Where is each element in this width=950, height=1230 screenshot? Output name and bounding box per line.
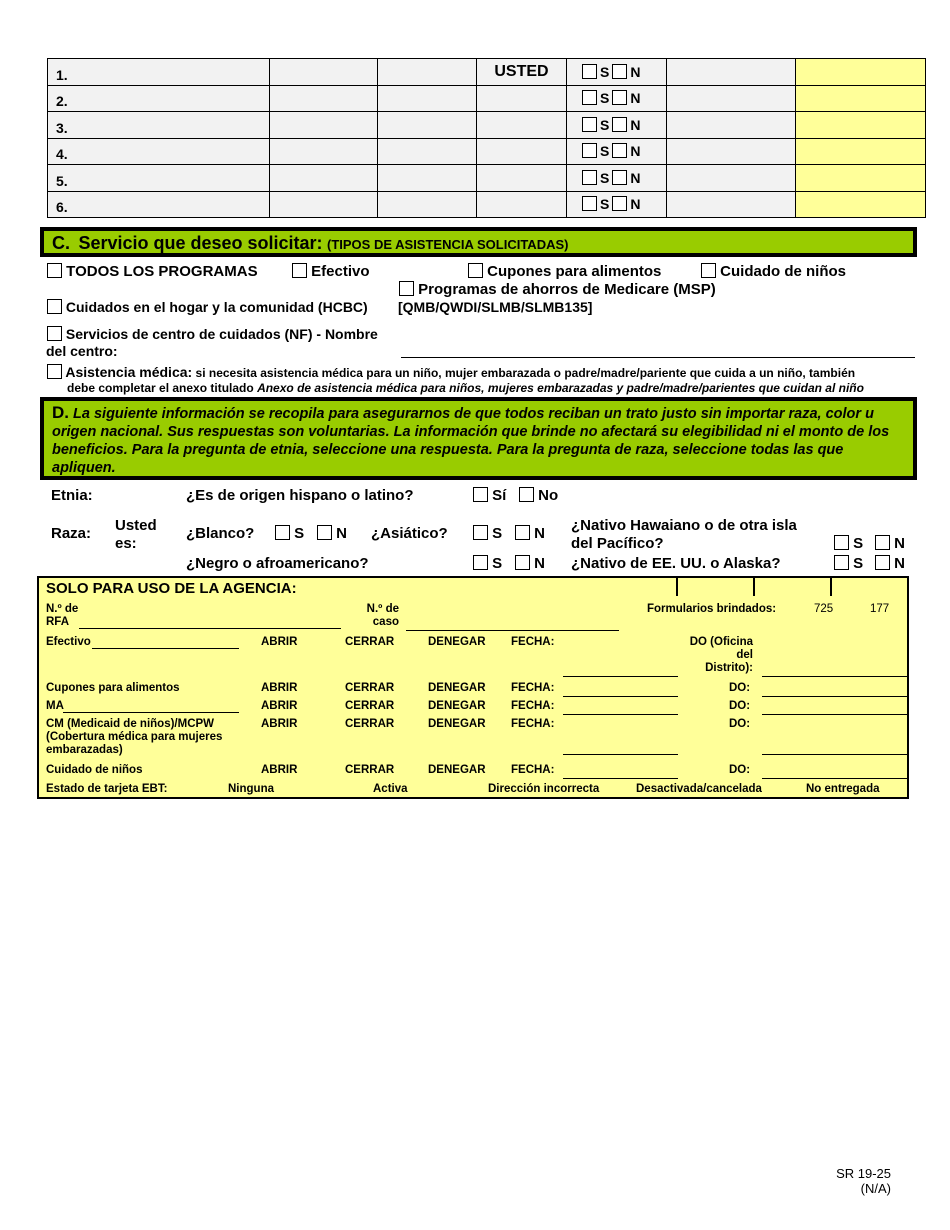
hawaiian-no-checkbox[interactable] [875, 535, 890, 550]
household-row [48, 59, 926, 86]
ethnicity-yes-label: Sí [492, 487, 507, 504]
open-option[interactable]: ABRIR [261, 636, 298, 648]
medical-checkbox[interactable] [47, 364, 62, 379]
medical-text-2a: debe completar el anexo titulado [67, 381, 254, 395]
household-cell[interactable] [667, 138, 796, 165]
rfa-label [46, 603, 78, 629]
white-yes-checkbox[interactable] [275, 525, 290, 540]
all-programs-label: TODOS LOS PROGRAMAS [66, 263, 258, 280]
yes-checkbox[interactable] [582, 196, 597, 211]
yes-label: S [600, 116, 610, 133]
you-are-2: es: [115, 535, 137, 552]
date-label: FECHA: [511, 700, 555, 712]
hawaiian-no[interactable] [875, 535, 905, 552]
do-field[interactable] [762, 778, 907, 779]
forms-label: Formularios brindados: [647, 603, 777, 615]
relationship-text: USTED [494, 62, 549, 80]
do-label: DO: [729, 682, 751, 694]
close-option[interactable]: CERRAR [345, 718, 395, 730]
no-checkbox[interactable] [612, 90, 627, 105]
ethnicity-no-label: No [538, 487, 559, 504]
nf-option[interactable] [47, 326, 378, 342]
date-label: FECHA: [511, 764, 555, 776]
section-d-box [40, 397, 917, 480]
asian-yes[interactable] [473, 525, 502, 542]
program-cm-3: embarazadas) [46, 744, 123, 756]
food-stamps-checkbox[interactable] [468, 263, 483, 278]
household-cell[interactable] [270, 191, 378, 218]
date-field[interactable] [563, 754, 678, 755]
do-label: DO: [729, 718, 751, 730]
nf-label-2: del centro: [46, 343, 118, 359]
deny-option[interactable]: DENEGAR [428, 636, 486, 648]
case-label-2: caso [372, 616, 399, 628]
program-field[interactable] [63, 712, 239, 713]
food-stamps-label: Cupones para alimentos [487, 263, 662, 280]
household-cell[interactable] [270, 138, 378, 165]
msp-codes: [QMB/QWDI/SLMB/SLMB135] [398, 299, 593, 315]
child-care-label: Cuidado de niños [720, 263, 847, 280]
food-stamps-option[interactable] [468, 263, 661, 280]
white-yes[interactable] [275, 525, 304, 542]
ethnicity-yes[interactable] [473, 487, 506, 504]
no-label: N [630, 63, 641, 80]
open-option[interactable]: ABRIR [261, 700, 298, 712]
yes-no-cell [567, 138, 667, 165]
agency-box [37, 576, 909, 799]
cash-option[interactable] [292, 263, 370, 280]
msp-label: Programas de ahorros de Medicare (MSP) [418, 281, 716, 298]
ebt-not-delivered[interactable]: No entregada [806, 783, 880, 795]
white-no-checkbox[interactable] [317, 525, 332, 540]
program-ma: MA [46, 700, 64, 712]
date-field[interactable] [563, 696, 678, 697]
household-cell[interactable] [378, 165, 477, 192]
household-name-cell[interactable] [48, 138, 270, 165]
hawaiian-question-1: ¿Nativo Hawaiano o de otra isla [571, 517, 797, 534]
hawaiian-yes-label: S [853, 535, 864, 552]
medical-title: Asistencia médica: [65, 364, 193, 380]
form-id-lang: (N/A) [860, 1181, 891, 1196]
yes-checkbox[interactable] [582, 64, 597, 79]
ebt-deactivated[interactable]: Desactivada/cancelada [636, 783, 762, 795]
no-label: N [630, 116, 641, 133]
deny-option[interactable]: DENEGAR [428, 700, 486, 712]
ethnicity-question: ¿Es de origen hispano o latino? [186, 487, 414, 504]
date-field[interactable] [563, 778, 678, 779]
cash-checkbox[interactable] [292, 263, 307, 278]
no-label: N [630, 143, 641, 160]
yes-no-cell [567, 85, 667, 112]
medical-text-1: si necesita asistencia médica para un niño, mujer embarazada o padre/madre/pariente que cuida a un niño, también [195, 366, 856, 380]
alaska-no-label: N [894, 555, 906, 572]
do-field[interactable] [762, 676, 907, 677]
household-row [48, 85, 926, 112]
white-no-label: N [336, 525, 348, 542]
relationship-cell[interactable] [477, 191, 567, 218]
agency-cell [796, 112, 926, 139]
nf-checkbox[interactable] [47, 326, 62, 341]
close-option[interactable]: CERRAR [345, 764, 395, 776]
yes-no-cell [567, 112, 667, 139]
asian-yes-label: S [492, 525, 503, 542]
black-no[interactable] [515, 555, 545, 572]
row-number: 3. [56, 119, 68, 136]
yes-label: S [600, 143, 610, 160]
black-yes[interactable] [473, 555, 502, 572]
no-checkbox[interactable] [612, 196, 627, 211]
household-cell[interactable] [378, 112, 477, 139]
agency-cell [796, 59, 926, 86]
alaska-yes-checkbox[interactable] [834, 555, 849, 570]
black-yes-label: S [492, 555, 503, 572]
yes-no-cell [567, 59, 667, 86]
household-cell[interactable] [270, 85, 378, 112]
form-id [829, 1166, 891, 1196]
no-checkbox[interactable] [612, 64, 627, 79]
date-label: FECHA: [511, 636, 555, 648]
alaska-yes[interactable] [834, 555, 863, 572]
open-option[interactable]: ABRIR [261, 764, 298, 776]
household-cell[interactable] [667, 191, 796, 218]
program-cm-2: (Cobertura médica para mujeres [46, 731, 223, 743]
district-office-1: DO (Oficina [689, 636, 753, 648]
hcbc-option[interactable] [47, 299, 368, 315]
asian-no-label: N [534, 525, 546, 542]
agency-cell [796, 191, 926, 218]
no-label: N [630, 90, 641, 107]
hcbc-checkbox[interactable] [47, 299, 62, 314]
close-option[interactable]: CERRAR [345, 636, 395, 648]
open-option[interactable]: ABRIR [261, 682, 298, 694]
relationship-cell[interactable] [477, 138, 567, 165]
case-field[interactable] [406, 630, 619, 631]
household-cell[interactable] [270, 165, 378, 192]
rfa-field[interactable] [79, 628, 341, 629]
yes-checkbox[interactable] [582, 170, 597, 185]
cash-label: Efectivo [311, 263, 370, 280]
alaska-yes-label: S [853, 555, 864, 572]
household-row [48, 112, 926, 139]
ebt-label: Estado de tarjeta EBT: [46, 783, 168, 795]
ethnicity-yes-checkbox[interactable] [473, 487, 488, 502]
program-cash: Efectivo [46, 636, 91, 648]
case-label [365, 603, 399, 629]
date-field[interactable] [563, 714, 678, 715]
asian-question: ¿Asiático? [371, 525, 448, 542]
district-office-2: del [736, 649, 753, 661]
agency-cell [796, 165, 926, 192]
msp-option[interactable] [399, 281, 716, 298]
hawaiian-question [571, 517, 797, 553]
row-number: 5. [56, 172, 68, 189]
black-no-checkbox[interactable] [515, 555, 530, 570]
alaska-no[interactable] [875, 555, 905, 572]
household-name-cell[interactable] [48, 85, 270, 112]
relationship-cell[interactable] [477, 112, 567, 139]
close-option[interactable]: CERRAR [345, 682, 395, 694]
household-cell[interactable] [270, 112, 378, 139]
program-field[interactable] [92, 648, 239, 649]
you-are-label [115, 517, 157, 553]
white-question: ¿Blanco? [186, 525, 255, 542]
deny-option[interactable]: DENEGAR [428, 682, 486, 694]
household-cell[interactable] [667, 112, 796, 139]
household-row [48, 191, 926, 218]
ebt-bad-address[interactable]: Dirección incorrecta [488, 783, 600, 795]
all-programs-checkbox[interactable] [47, 263, 62, 278]
hawaiian-yes[interactable] [834, 535, 863, 552]
hawaiian-question-2: del Pacífico? [571, 535, 664, 552]
district-office-3: Distrito): [705, 662, 753, 674]
agency-cell [796, 138, 926, 165]
nf-name-field[interactable] [401, 357, 915, 358]
agency-cell [796, 85, 926, 112]
household-table [47, 58, 926, 218]
do-field[interactable] [762, 696, 907, 697]
deny-option[interactable]: DENEGAR [428, 764, 486, 776]
asian-no[interactable] [515, 525, 545, 542]
household-cell[interactable] [667, 85, 796, 112]
program-childcare: Cuidado de niños [46, 764, 143, 776]
rfa-label-1: N.º de [46, 603, 79, 615]
close-option[interactable]: CERRAR [345, 700, 395, 712]
alaska-question: ¿Nativo de EE. UU. o Alaska? [571, 555, 781, 572]
yes-label: S [600, 169, 610, 186]
program-food: Cupones para alimentos [46, 682, 180, 694]
alaska-no-checkbox[interactable] [875, 555, 890, 570]
program-cm [46, 718, 222, 757]
case-label-1: N.º de [366, 603, 399, 615]
no-label: N [630, 196, 641, 213]
tick-mark [830, 578, 832, 596]
you-are-1: Usted [115, 517, 157, 534]
do-label: DO: [729, 764, 751, 776]
hawaiian-yes-checkbox[interactable] [834, 535, 849, 550]
asian-yes-checkbox[interactable] [473, 525, 488, 540]
relationship-cell[interactable] [477, 85, 567, 112]
no-checkbox[interactable] [612, 117, 627, 132]
section-d-letter: D. [52, 403, 69, 422]
household-cell[interactable] [378, 59, 477, 86]
do-field[interactable] [762, 714, 907, 715]
yes-no-cell [567, 191, 667, 218]
child-care-option[interactable] [701, 263, 846, 280]
child-care-checkbox[interactable] [701, 263, 716, 278]
row-number: 2. [56, 93, 68, 110]
msp-checkbox[interactable] [399, 281, 414, 296]
household-row [48, 165, 926, 192]
row-number: 6. [56, 199, 68, 216]
no-checkbox[interactable] [612, 143, 627, 158]
nf-label: Servicios de centro de cuidados (NF) - Nombre [65, 326, 378, 342]
no-label: N [630, 169, 641, 186]
yes-checkbox[interactable] [582, 143, 597, 158]
tick-mark [676, 578, 678, 596]
date-label: FECHA: [511, 682, 555, 694]
agency-title: SOLO PARA USO DE LA AGENCIA: [46, 580, 297, 597]
asian-no-checkbox[interactable] [515, 525, 530, 540]
section-c-letter: C. [52, 233, 70, 253]
household-cell[interactable] [378, 138, 477, 165]
household-name-cell[interactable] [48, 112, 270, 139]
relationship-cell[interactable] [477, 59, 567, 86]
yes-checkbox[interactable] [582, 117, 597, 132]
ethnicity-no-checkbox[interactable] [519, 487, 534, 502]
household-cell[interactable] [667, 165, 796, 192]
relationship-cell[interactable] [477, 165, 567, 192]
rfa-label-2: RFA [46, 616, 69, 628]
section-c-header [40, 227, 917, 257]
black-no-label: N [534, 555, 546, 572]
household-cell[interactable] [667, 59, 796, 86]
open-option[interactable]: ABRIR [261, 718, 298, 730]
ebt-none[interactable]: Ninguna [228, 783, 274, 795]
section-c-subtitle: (TIPOS DE ASISTENCIA SOLICITADAS) [327, 237, 569, 252]
household-name-cell[interactable] [48, 191, 270, 218]
row-number: 4. [56, 146, 68, 163]
section-d-text: La siguiente información se recopila para asegurarnos de que todos reciban un trato justo sin importar raza, color u origen nacional. Sus respuestas son voluntarias. La información que brinde no afectará su elegibilidad ni el monto de los beneficios. Para la pregunta de etnia, seleccione una respuesta. Para la pregunta de raza, seleccione todas las que apliquen. [52, 406, 890, 476]
white-no[interactable] [317, 525, 347, 542]
date-label: FECHA: [511, 718, 555, 730]
household-name-cell[interactable] [48, 165, 270, 192]
deny-option[interactable]: DENEGAR [428, 718, 486, 730]
no-checkbox[interactable] [612, 170, 627, 185]
household-row [48, 138, 926, 165]
form-177: 177 [870, 603, 890, 615]
ethnicity-no[interactable] [519, 487, 558, 504]
yes-label: S [600, 63, 610, 80]
medical-text-2 [67, 381, 864, 395]
black-question: ¿Negro o afroamericano? [186, 555, 369, 572]
medical-text-2b: Anexo de asistencia médica para niños, mujeres embarazadas y padre/madre/parientes que cuidan al niño [257, 381, 864, 395]
household-cell[interactable] [378, 85, 477, 112]
household-cell[interactable] [270, 59, 378, 86]
yes-no-cell [567, 165, 667, 192]
program-cm-1: CM (Medicaid de niños)/MCPW [46, 718, 215, 730]
yes-checkbox[interactable] [582, 90, 597, 105]
household-name-cell[interactable] [48, 59, 270, 86]
do-field[interactable] [762, 754, 907, 755]
black-yes-checkbox[interactable] [473, 555, 488, 570]
hawaiian-no-label: N [894, 535, 906, 552]
tick-mark [753, 578, 755, 596]
medical-option[interactable] [47, 364, 855, 380]
row-number: 1. [56, 66, 68, 83]
race-label: Raza: [51, 525, 92, 542]
date-field[interactable] [563, 676, 678, 677]
form-725: 725 [814, 603, 834, 615]
section-c-title: Servicio que deseo solicitar: [78, 233, 323, 253]
yes-label: S [600, 196, 610, 213]
hcbc-label: Cuidados en el hogar y la comunidad (HCBC) [65, 299, 368, 315]
ethnicity-label: Etnia: [51, 487, 93, 504]
do-label: DO: [729, 700, 751, 712]
white-yes-label: S [294, 525, 305, 542]
yes-label: S [600, 90, 610, 107]
household-cell[interactable] [378, 191, 477, 218]
ebt-active[interactable]: Activa [373, 783, 408, 795]
district-office-label [679, 636, 753, 675]
all-programs-option[interactable] [47, 263, 258, 280]
form-id-code: SR 19-25 [836, 1166, 891, 1181]
